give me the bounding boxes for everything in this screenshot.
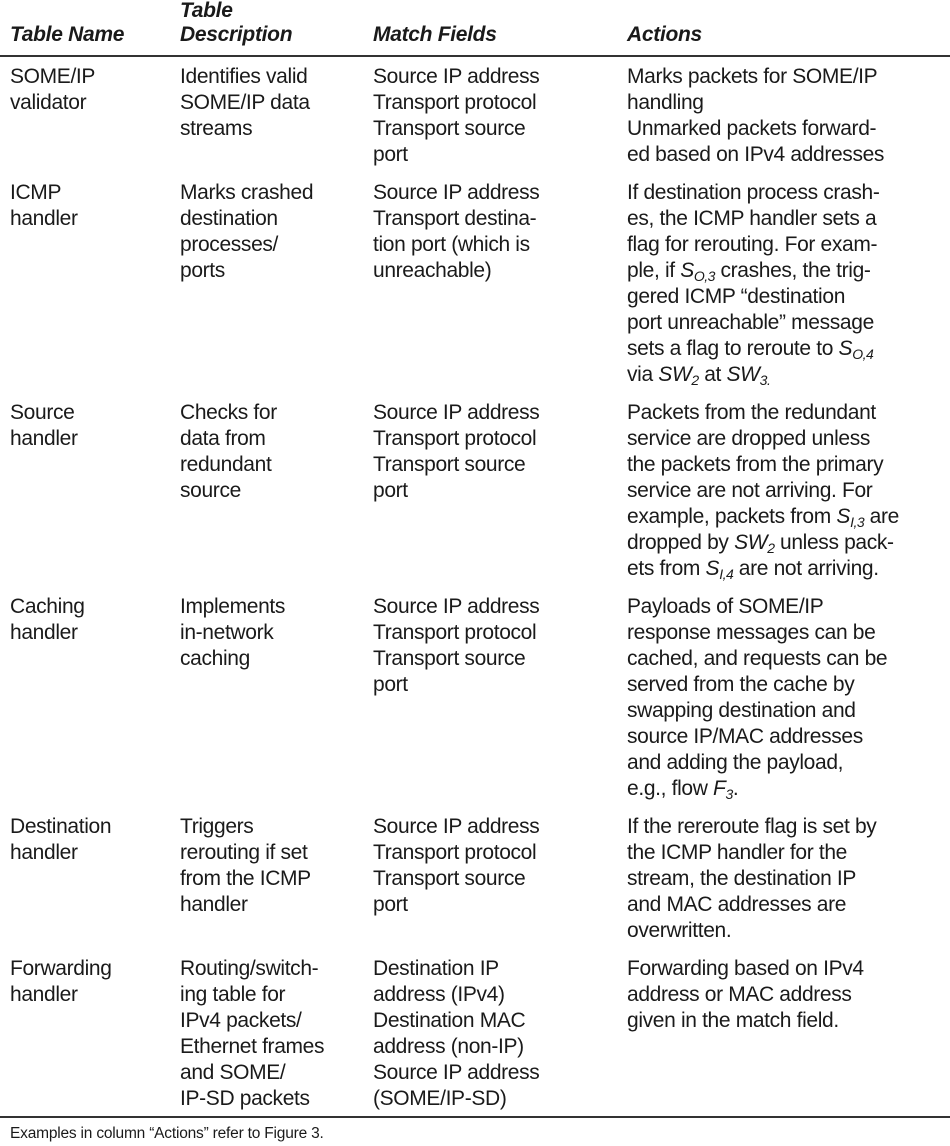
cell-line: Destination MAC (373, 1009, 526, 1032)
cell-line: tion port (which is (373, 233, 530, 256)
text-segment: overwritten. (627, 919, 732, 942)
cell-line (627, 866, 876, 892)
cell-line: IP-SD packets (180, 1087, 310, 1110)
cell-line (627, 956, 864, 982)
cell-description (180, 400, 277, 504)
text-segment: Forwarding based on IPv4 (627, 957, 864, 980)
header-line: Actions (627, 23, 702, 46)
cell-line: ing table for (180, 983, 286, 1006)
cell-line: SOME/IP data (180, 91, 310, 114)
cell-line: source (180, 479, 241, 502)
cell-line (627, 258, 879, 284)
text-segment: swapping destination and (627, 699, 856, 722)
table-footnote: Examples in column “Actions” refer to Figure 3. (10, 1125, 324, 1142)
cell-line: caching (180, 647, 250, 670)
cell-match-fields (373, 814, 539, 918)
table-row (0, 956, 950, 1112)
text-segment: gered ICMP “destination (627, 285, 846, 308)
cell-line: Destination (10, 815, 112, 838)
text-segment: crashes, the trig- (714, 259, 871, 282)
cell-line: redundant (180, 453, 272, 476)
text-segment: Unmarked packets forward- (627, 117, 877, 140)
cell-line: unreachable) (373, 259, 492, 282)
cell-line: IPv4 packets/ (180, 1009, 302, 1032)
math-subscript: 2 (691, 372, 699, 388)
cell-line (627, 310, 879, 336)
cell-line: handler (180, 893, 248, 916)
cell-description (180, 956, 324, 1112)
text-segment: es, the ICMP handler sets a (627, 207, 877, 230)
cell-match-fields (373, 180, 539, 284)
cell-line: port (373, 479, 408, 502)
cell-line: handler (10, 841, 78, 864)
cell-line: port (373, 893, 408, 916)
cell-line (627, 530, 899, 556)
text-segment: are (864, 505, 899, 528)
header-line: Table (180, 0, 233, 22)
header-table-name (10, 23, 124, 47)
cell-description (180, 814, 311, 918)
cell-description (180, 594, 285, 672)
math-subscript: O,4 (852, 346, 874, 362)
header-match-fields (373, 23, 497, 47)
math-subscript: 3 (725, 786, 733, 802)
cell-line: handler (10, 621, 78, 644)
math-subscript: I,4 (719, 566, 734, 582)
cell-line (627, 892, 876, 918)
cell-line (627, 840, 876, 866)
text-segment: sets a flag to reroute to (627, 337, 839, 360)
cell-line (627, 776, 887, 802)
cell-line: Source IP address (373, 401, 540, 424)
text-segment: Payloads of SOME/IP (627, 595, 824, 618)
header-line: Match Fields (373, 23, 497, 46)
table-header (0, 0, 950, 55)
cell-table-name (10, 180, 78, 232)
cell-description (180, 180, 313, 284)
header-rule (0, 55, 950, 57)
cell-line: ICMP (10, 181, 62, 204)
cell-actions (627, 814, 876, 944)
cell-match-fields (373, 400, 539, 504)
cell-line (627, 336, 879, 362)
cell-line (627, 724, 887, 750)
text-segment: ple, if (627, 259, 681, 282)
cell-line (627, 400, 899, 426)
text-segment: If the rereroute flag is set by (627, 815, 877, 838)
cell-line (627, 206, 879, 232)
cell-line: Identifies valid (180, 65, 308, 88)
text-segment: service are not arriving. For (627, 479, 873, 502)
cell-line: from the ICMP (180, 867, 311, 890)
text-segment: e.g., flow (627, 777, 714, 800)
cell-line: Transport source (373, 647, 526, 670)
text-segment: Packets from the redundant (627, 401, 876, 424)
text-segment: the ICMP handler for the (627, 841, 848, 864)
cell-line (627, 698, 887, 724)
cell-line: and SOME/ (180, 1061, 286, 1084)
math-symbol: F (713, 777, 726, 800)
cell-match-fields (373, 64, 539, 168)
cell-line: Ethernet frames (180, 1035, 325, 1058)
cell-line: Transport destina- (373, 207, 537, 230)
math-symbol: S (836, 505, 851, 528)
cell-line: Destination IP (373, 957, 499, 980)
cell-table-name (10, 956, 112, 1008)
cell-line: Implements (180, 595, 286, 618)
cell-description (180, 64, 310, 142)
text-segment: service are dropped unless (627, 427, 871, 450)
cell-line (627, 232, 879, 258)
cell-line: address (non-IP) (373, 1035, 524, 1058)
cell-line: destination (180, 207, 278, 230)
cell-table-name (10, 400, 78, 452)
cell-line: Transport protocol (373, 621, 537, 644)
cell-line: address (IPv4) (373, 983, 505, 1006)
cell-line: SOME/IP (10, 65, 96, 88)
cell-line (627, 180, 879, 206)
cell-line (627, 814, 876, 840)
cell-line (627, 90, 884, 116)
text-segment: unless pack- (774, 531, 894, 554)
header-table-description (180, 0, 292, 47)
cell-match-fields (373, 594, 539, 698)
cell-line: Transport protocol (373, 91, 537, 114)
text-segment: via (627, 363, 659, 386)
cell-line: Triggers (180, 815, 254, 838)
math-subscript: 3. (759, 372, 771, 388)
cell-line: port (373, 673, 408, 696)
cell-line: Source IP address (373, 181, 540, 204)
cell-line: streams (180, 117, 253, 140)
text-segment: If destination process crash- (627, 181, 880, 204)
cell-line (627, 284, 879, 310)
cell-line: Transport protocol (373, 427, 537, 450)
text-segment: handling (627, 91, 704, 114)
table-row (0, 814, 950, 944)
cell-line: validator (10, 91, 87, 114)
math-subscript: O,3 (693, 268, 715, 284)
math-symbol: SW (734, 531, 768, 554)
cell-line (627, 556, 899, 582)
math-subscript: 2 (767, 540, 775, 556)
cell-line: handler (10, 983, 78, 1006)
math-symbol: S (705, 557, 720, 580)
cell-line: rerouting if set (180, 841, 308, 864)
cell-line (627, 426, 899, 452)
header-line: Table Name (10, 23, 125, 46)
text-segment: port unreachable” message (627, 311, 874, 334)
cell-match-fields (373, 956, 539, 1112)
cell-line (627, 1008, 864, 1034)
table-row (0, 64, 950, 168)
text-segment: and adding the payload, (627, 751, 844, 774)
cell-line: Source IP address (373, 595, 540, 618)
text-segment: the packets from the primary (627, 453, 884, 476)
cell-line (627, 452, 899, 478)
cell-line (627, 142, 884, 168)
cell-line (627, 750, 887, 776)
cell-line (627, 504, 899, 530)
text-segment: at (698, 363, 727, 386)
text-segment: ed based on IPv4 addresses (627, 143, 885, 166)
text-segment: dropped by (627, 531, 735, 554)
header-line: Description (180, 23, 293, 46)
cell-line (627, 672, 887, 698)
text-segment: ets from (627, 557, 706, 580)
cell-line (627, 116, 884, 142)
math-symbol: SW (726, 363, 760, 386)
cell-line (627, 478, 899, 504)
header-actions (627, 23, 702, 47)
text-segment: example, packets from (627, 505, 837, 528)
cell-line: Transport source (373, 867, 526, 890)
cell-line: (SOME/IP-SD) (373, 1087, 507, 1110)
cell-line (627, 594, 887, 620)
text-segment: . (732, 777, 739, 800)
cell-actions (627, 594, 887, 802)
cell-line: Marks crashed (180, 181, 314, 204)
text-segment: are not arriving. (733, 557, 879, 580)
table-row (0, 180, 950, 388)
text-segment: given in the match field. (627, 1009, 839, 1032)
cell-line: Source (10, 401, 75, 424)
text-segment: served from the cache by (627, 673, 855, 696)
cell-line: handler (10, 427, 78, 450)
cell-line (627, 646, 887, 672)
text-segment: Marks packets for SOME/IP (627, 65, 878, 88)
cell-line: processes/ (180, 233, 279, 256)
cell-actions (627, 956, 864, 1034)
text-segment: stream, the destination IP (627, 867, 857, 890)
cell-table-name (10, 64, 95, 116)
math-subscript: I,3 (850, 514, 865, 530)
text-segment: flag for rerouting. For exam- (627, 233, 878, 256)
cell-line: data from (180, 427, 266, 450)
text-segment: address or MAC address (627, 983, 852, 1006)
cell-line: in-network (180, 621, 274, 644)
cell-line: Transport protocol (373, 841, 537, 864)
text-segment: and MAC addresses are (627, 893, 847, 916)
text-segment: cached, and requests can be (627, 647, 888, 670)
cell-line: Checks for (180, 401, 277, 424)
cell-line: Caching (10, 595, 85, 618)
cell-line: Source IP address (373, 1061, 540, 1084)
cell-line (627, 362, 879, 388)
text-segment: response messages can be (627, 621, 876, 644)
math-symbol: S (680, 259, 694, 282)
cell-table-name (10, 594, 85, 646)
cell-actions (627, 64, 884, 168)
cell-line: Source IP address (373, 65, 540, 88)
math-symbol: SW (658, 363, 692, 386)
table-row (0, 594, 950, 802)
cell-line: handler (10, 207, 78, 230)
cell-actions (627, 400, 899, 582)
cell-line: Routing/switch- (180, 957, 319, 980)
cell-actions (627, 180, 879, 388)
cell-line: Forwarding (10, 957, 112, 980)
cell-line: Source IP address (373, 815, 540, 838)
cell-line (627, 918, 876, 944)
cell-line (627, 982, 864, 1008)
cell-line (627, 620, 887, 646)
cell-line (627, 64, 884, 90)
bottom-rule (0, 1116, 950, 1118)
cell-line: ports (180, 259, 225, 282)
table-body (0, 64, 950, 1124)
cell-line: Transport source (373, 453, 526, 476)
text-segment: source IP/MAC addresses (627, 725, 863, 748)
cell-line: port (373, 143, 408, 166)
math-symbol: S (838, 337, 853, 360)
cell-table-name (10, 814, 111, 866)
cell-line: Transport source (373, 117, 526, 140)
table-row (0, 400, 950, 582)
